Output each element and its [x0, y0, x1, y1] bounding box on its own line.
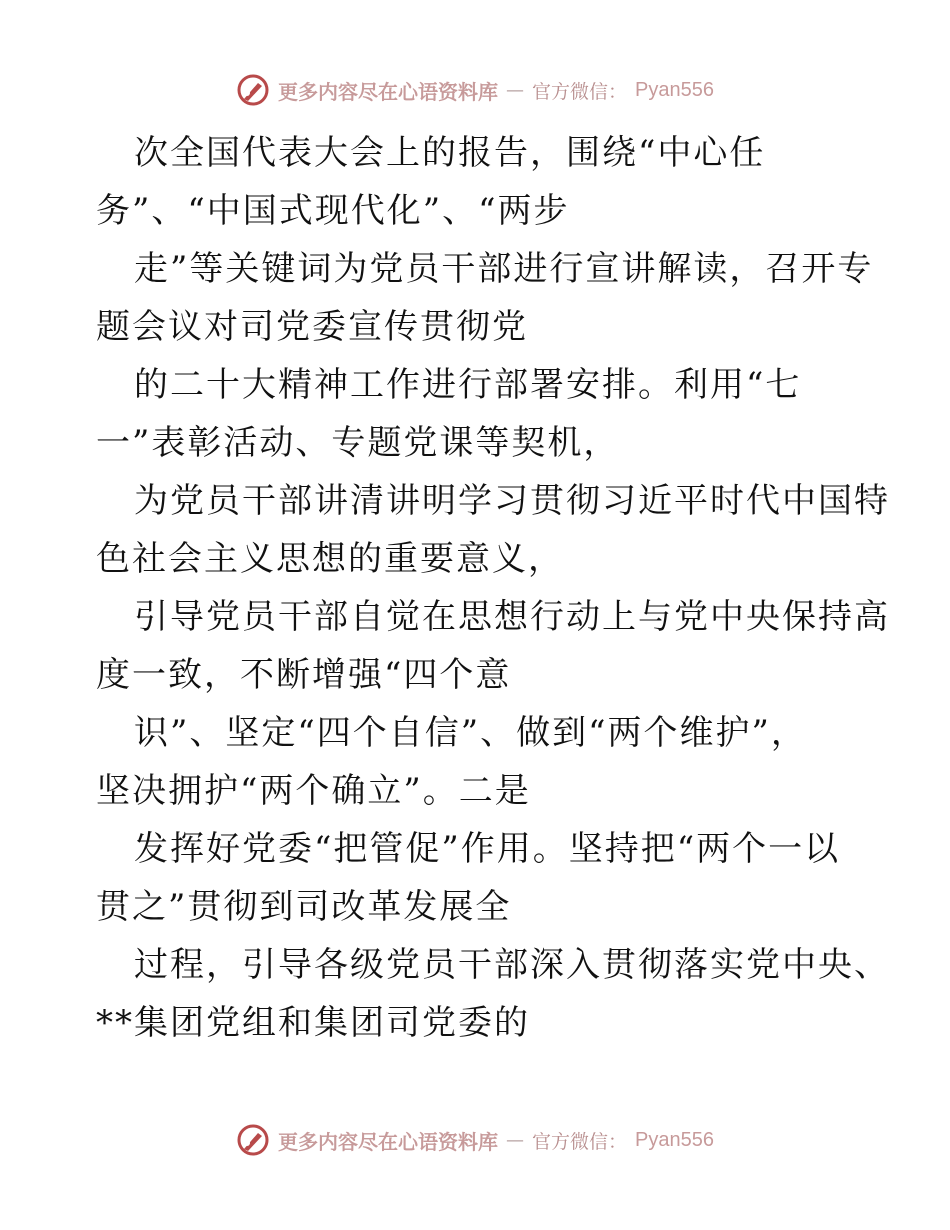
body-line: 坚决拥护“两个确立”。二是: [96, 771, 531, 811]
body-line: 走”等关键词为党员干部进行宣讲解读，召开专: [134, 249, 874, 289]
body-line: 色社会主义思想的重要意义，: [96, 539, 564, 579]
body-line: 过程，引导各级党员干部深入贯彻落实党中央、: [134, 945, 890, 985]
body-line: 务”、“中国式现代化”、“两步: [96, 191, 570, 231]
body-line: 识”、坚定“四个自信”、做到“两个维护”，: [134, 713, 807, 753]
header-banner-text: 更多内容尽在心语资料库: [278, 79, 498, 104]
pen-circle-logo-icon: [236, 1123, 270, 1157]
footer-banner-text: 更多内容尽在心语资料库: [278, 1129, 498, 1154]
body-line: 引导党员干部自觉在思想行动上与党中央保持高: [134, 597, 890, 637]
footer-wechat-id: Pyan556: [635, 1128, 714, 1151]
body-line: 度一致，不断增强“四个意: [96, 655, 512, 695]
body-line: 为党员干部讲清讲明学习贯彻习近平时代中国特: [134, 481, 890, 521]
body-line: **集团党组和集团司党委的: [96, 1003, 530, 1043]
footer-banner: [0, 1118, 950, 1162]
document-body: [96, 124, 890, 1052]
body-line: 题会议对司党委宣传贯彻党: [96, 307, 528, 347]
footer-wechat-label: 官方微信：: [532, 1130, 628, 1153]
footer-banner-dash: —: [506, 1129, 524, 1151]
body-line: 次全国代表大会上的报告，围绕“中心任: [134, 133, 766, 173]
header-banner-dash: —: [506, 79, 524, 101]
body-line: 一”表彰活动、专题党课等契机，: [96, 423, 620, 463]
pen-circle-logo-icon: [236, 73, 270, 107]
header-wechat-id: Pyan556: [635, 78, 714, 101]
body-line: 发挥好党委“把管促”作用。坚持把“两个一以: [134, 829, 841, 869]
body-line: 贯之”贯彻到司改革发展全: [96, 887, 512, 927]
body-line: 的二十大精神工作进行部署安排。利用“七: [134, 365, 802, 405]
header-wechat-label: 官方微信：: [532, 80, 628, 103]
header-banner: [0, 68, 950, 112]
